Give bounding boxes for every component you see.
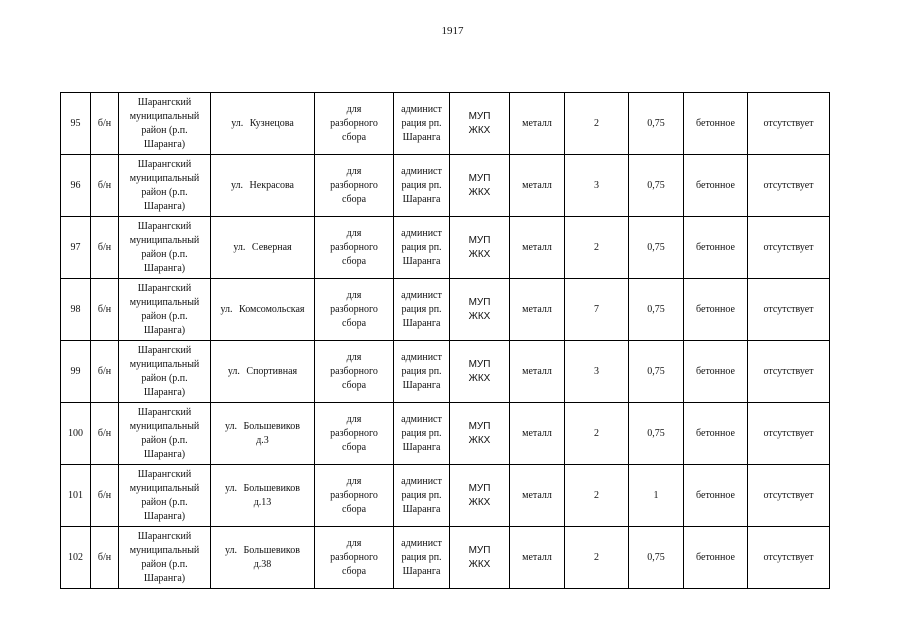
cell-purpose: [315, 341, 394, 403]
cell-purpose: [315, 527, 394, 589]
table-row: [61, 279, 830, 341]
cell-purpose: [315, 465, 394, 527]
cell-operator-line: МУП: [468, 110, 491, 122]
cell-address-line: ул. Некрасова: [231, 179, 294, 191]
cell-registry-number: б/н: [91, 279, 119, 341]
cell-registry-number: б/н: [91, 93, 119, 155]
cell-purpose-line: для: [346, 227, 362, 239]
cell-operator-line: МУП: [468, 358, 491, 370]
cell-owner-line: админист: [401, 413, 442, 425]
cell-district: [119, 155, 211, 217]
cell-owner-line: Шаранга: [402, 379, 441, 391]
cell-owner-line: админист: [401, 289, 442, 301]
cell-address-line: ул. Комсомольская: [220, 303, 305, 315]
cell-address: [211, 465, 315, 527]
cell-owner-line: рация рп.: [401, 241, 442, 253]
cell-district-line: Шаранга): [143, 510, 186, 522]
cell-purpose-line: для: [346, 289, 362, 301]
cell-district-line: Шаранга): [143, 386, 186, 398]
cell-container-count: 2: [565, 217, 629, 279]
table-row: [61, 155, 830, 217]
cell-owner: [394, 155, 450, 217]
cell-operator-line: ЖКХ: [468, 496, 491, 508]
cell-row-number: 99: [61, 341, 91, 403]
cell-address-line: ул. Спортивная: [227, 365, 298, 377]
cell-operator: [450, 155, 510, 217]
cell-surface: бетонное: [684, 527, 748, 589]
cell-owner-line: админист: [401, 475, 442, 487]
cell-purpose-line: сбора: [341, 441, 367, 453]
cell-operator-line: ЖКХ: [468, 434, 491, 446]
cell-operator-line: МУП: [468, 544, 491, 556]
cell-row-number: 95: [61, 93, 91, 155]
cell-fence: отсутствует: [748, 155, 830, 217]
cell-owner-line: админист: [401, 351, 442, 363]
cell-purpose: [315, 217, 394, 279]
cell-owner-line: Шаранга: [402, 565, 441, 577]
cell-owner-line: админист: [401, 165, 442, 177]
cell-purpose: [315, 155, 394, 217]
cell-district-line: район (р.п.: [141, 434, 188, 446]
cell-container-count: 7: [565, 279, 629, 341]
cell-owner-line: рация рп.: [401, 179, 442, 191]
cell-material: металл: [510, 341, 565, 403]
cell-district-line: муниципальный: [129, 544, 200, 556]
cell-purpose-line: разборного: [330, 427, 378, 439]
cell-row-number: 102: [61, 527, 91, 589]
cell-container-volume: 0,75: [629, 341, 684, 403]
cell-purpose-line: разборного: [330, 365, 378, 377]
cell-purpose-line: для: [346, 413, 362, 425]
cell-purpose-line: сбора: [341, 565, 367, 577]
cell-address-line: ул. Большевиков: [225, 482, 300, 494]
cell-owner-line: Шаранга: [402, 131, 441, 143]
cell-owner-line: рация рп.: [401, 489, 442, 501]
cell-purpose-line: разборного: [330, 489, 378, 501]
cell-container-count: 2: [565, 465, 629, 527]
cell-purpose-line: для: [346, 537, 362, 549]
cell-surface: бетонное: [684, 279, 748, 341]
cell-operator-line: МУП: [468, 234, 491, 246]
cell-purpose: [315, 93, 394, 155]
table-row: [61, 465, 830, 527]
cell-owner: [394, 217, 450, 279]
cell-owner: [394, 279, 450, 341]
cell-operator-line: ЖКХ: [468, 248, 491, 260]
cell-address: [211, 279, 315, 341]
cell-fence: отсутствует: [748, 279, 830, 341]
cell-owner-line: админист: [401, 227, 442, 239]
cell-operator-line: МУП: [468, 482, 491, 494]
cell-operator: [450, 527, 510, 589]
cell-container-volume: 1: [629, 465, 684, 527]
cell-operator-line: ЖКХ: [468, 372, 491, 384]
table-row: [61, 341, 830, 403]
cell-district: [119, 217, 211, 279]
cell-purpose-line: для: [346, 103, 362, 115]
cell-material: металл: [510, 217, 565, 279]
cell-owner: [394, 527, 450, 589]
cell-district-line: Шарангский: [137, 96, 192, 108]
cell-fence: отсутствует: [748, 403, 830, 465]
table-row: [61, 93, 830, 155]
cell-row-number: 101: [61, 465, 91, 527]
cell-district-line: Шарангский: [137, 406, 192, 418]
page-number: 1917: [441, 25, 464, 37]
cell-address: [211, 341, 315, 403]
cell-district: [119, 341, 211, 403]
cell-fence: отсутствует: [748, 341, 830, 403]
cell-purpose-line: сбора: [341, 255, 367, 267]
cell-container-count: 3: [565, 341, 629, 403]
cell-district-line: Шаранга): [143, 324, 186, 336]
cell-registry-number: б/н: [91, 465, 119, 527]
cell-district-line: район (р.п.: [141, 248, 188, 260]
cell-district-line: Шаранга): [143, 138, 186, 150]
cell-material: металл: [510, 279, 565, 341]
cell-operator: [450, 93, 510, 155]
cell-district: [119, 527, 211, 589]
cell-owner-line: Шаранга: [402, 317, 441, 329]
cell-purpose-line: сбора: [341, 193, 367, 205]
cell-registry-number: б/н: [91, 155, 119, 217]
cell-district-line: Шарангский: [137, 158, 192, 170]
cell-owner-line: рация рп.: [401, 551, 442, 563]
cell-purpose-line: разборного: [330, 179, 378, 191]
cell-district-line: Шаранга): [143, 262, 186, 274]
cell-purpose-line: разборного: [330, 551, 378, 563]
cell-address-line: ул. Северная: [233, 241, 292, 253]
cell-operator-line: МУП: [468, 420, 491, 432]
cell-operator: [450, 341, 510, 403]
cell-purpose-line: сбора: [341, 379, 367, 391]
cell-material: металл: [510, 93, 565, 155]
cell-operator: [450, 465, 510, 527]
cell-container-volume: 0,75: [629, 217, 684, 279]
cell-address-line: д.38: [253, 558, 272, 570]
cell-operator-line: МУП: [468, 296, 491, 308]
cell-purpose: [315, 403, 394, 465]
table-body: [61, 93, 830, 589]
cell-district-line: муниципальный: [129, 296, 200, 308]
cell-surface: бетонное: [684, 217, 748, 279]
cell-address-line: ул. Кузнецова: [231, 117, 294, 129]
cell-material: металл: [510, 527, 565, 589]
cell-purpose: [315, 279, 394, 341]
cell-district-line: муниципальный: [129, 482, 200, 494]
table-row: [61, 527, 830, 589]
cell-district-line: Шарангский: [137, 530, 192, 542]
cell-address-line: д.13: [253, 496, 272, 508]
cell-operator-line: ЖКХ: [468, 124, 491, 136]
cell-fence: отсутствует: [748, 93, 830, 155]
cell-owner-line: Шаранга: [402, 441, 441, 453]
cell-operator-line: ЖКХ: [468, 558, 491, 570]
cell-district-line: район (р.п.: [141, 496, 188, 508]
cell-district-line: муниципальный: [129, 110, 200, 122]
cell-address: [211, 403, 315, 465]
cell-owner-line: рация рп.: [401, 303, 442, 315]
cell-owner: [394, 93, 450, 155]
cell-operator: [450, 403, 510, 465]
cell-container-volume: 0,75: [629, 155, 684, 217]
cell-district-line: Шаранга): [143, 572, 186, 584]
cell-operator-line: ЖКХ: [468, 186, 491, 198]
cell-owner-line: Шаранга: [402, 503, 441, 515]
cell-address: [211, 93, 315, 155]
cell-container-count: 2: [565, 527, 629, 589]
cell-surface: бетонное: [684, 341, 748, 403]
cell-registry-number: б/н: [91, 403, 119, 465]
cell-district-line: муниципальный: [129, 420, 200, 432]
cell-district-line: район (р.п.: [141, 558, 188, 570]
table-row: [61, 217, 830, 279]
cell-district-line: Шарангский: [137, 344, 192, 356]
cell-purpose-line: разборного: [330, 241, 378, 253]
cell-row-number: 97: [61, 217, 91, 279]
cell-operator-line: ЖКХ: [468, 310, 491, 322]
cell-owner-line: рация рп.: [401, 427, 442, 439]
cell-purpose-line: разборного: [330, 117, 378, 129]
cell-registry-number: б/н: [91, 341, 119, 403]
cell-district-line: Шаранга): [143, 200, 186, 212]
cell-district-line: Шарангский: [137, 282, 192, 294]
cell-surface: бетонное: [684, 465, 748, 527]
cell-fence: отсутствует: [748, 217, 830, 279]
waste-sites-table: [60, 92, 830, 589]
cell-container-volume: 0,75: [629, 93, 684, 155]
cell-district: [119, 403, 211, 465]
cell-owner: [394, 403, 450, 465]
cell-purpose-line: для: [346, 475, 362, 487]
cell-registry-number: б/н: [91, 527, 119, 589]
cell-owner: [394, 465, 450, 527]
cell-container-count: 2: [565, 403, 629, 465]
cell-container-volume: 0,75: [629, 279, 684, 341]
cell-container-volume: 0,75: [629, 527, 684, 589]
cell-district-line: район (р.п.: [141, 310, 188, 322]
cell-district-line: район (р.п.: [141, 372, 188, 384]
cell-district-line: муниципальный: [129, 234, 200, 246]
cell-district-line: Шарангский: [137, 468, 192, 480]
cell-district-line: Шарангский: [137, 220, 192, 232]
cell-district: [119, 93, 211, 155]
cell-address-line: ул. Большевиков: [225, 420, 300, 432]
cell-container-volume: 0,75: [629, 403, 684, 465]
cell-container-count: 2: [565, 93, 629, 155]
cell-material: металл: [510, 155, 565, 217]
cell-district-line: муниципальный: [129, 358, 200, 370]
cell-purpose-line: сбора: [341, 503, 367, 515]
cell-address: [211, 527, 315, 589]
cell-address-line: д.3: [256, 434, 269, 446]
cell-container-count: 3: [565, 155, 629, 217]
cell-operator-line: МУП: [468, 172, 491, 184]
cell-purpose-line: для: [346, 165, 362, 177]
cell-row-number: 100: [61, 403, 91, 465]
cell-material: металл: [510, 465, 565, 527]
cell-district-line: Шаранга): [143, 448, 186, 460]
cell-row-number: 96: [61, 155, 91, 217]
cell-address-line: ул. Большевиков: [225, 544, 300, 556]
cell-district-line: район (р.п.: [141, 124, 188, 136]
cell-owner: [394, 341, 450, 403]
cell-fence: отсутствует: [748, 527, 830, 589]
cell-address: [211, 217, 315, 279]
cell-surface: бетонное: [684, 93, 748, 155]
table-row: [61, 403, 830, 465]
cell-owner-line: админист: [401, 537, 442, 549]
cell-owner-line: рация рп.: [401, 365, 442, 377]
cell-operator: [450, 217, 510, 279]
cell-operator: [450, 279, 510, 341]
cell-address: [211, 155, 315, 217]
cell-row-number: 98: [61, 279, 91, 341]
cell-purpose-line: для: [346, 351, 362, 363]
cell-registry-number: б/н: [91, 217, 119, 279]
cell-surface: бетонное: [684, 155, 748, 217]
cell-district: [119, 279, 211, 341]
cell-owner-line: Шаранга: [402, 255, 441, 267]
cell-purpose-line: разборного: [330, 303, 378, 315]
cell-purpose-line: сбора: [341, 317, 367, 329]
cell-owner-line: рация рп.: [401, 117, 442, 129]
cell-fence: отсутствует: [748, 465, 830, 527]
cell-owner-line: Шаранга: [402, 193, 441, 205]
cell-surface: бетонное: [684, 403, 748, 465]
cell-district-line: муниципальный: [129, 172, 200, 184]
cell-district-line: район (р.п.: [141, 186, 188, 198]
cell-material: металл: [510, 403, 565, 465]
cell-owner-line: админист: [401, 103, 442, 115]
cell-district: [119, 465, 211, 527]
cell-purpose-line: сбора: [341, 131, 367, 143]
